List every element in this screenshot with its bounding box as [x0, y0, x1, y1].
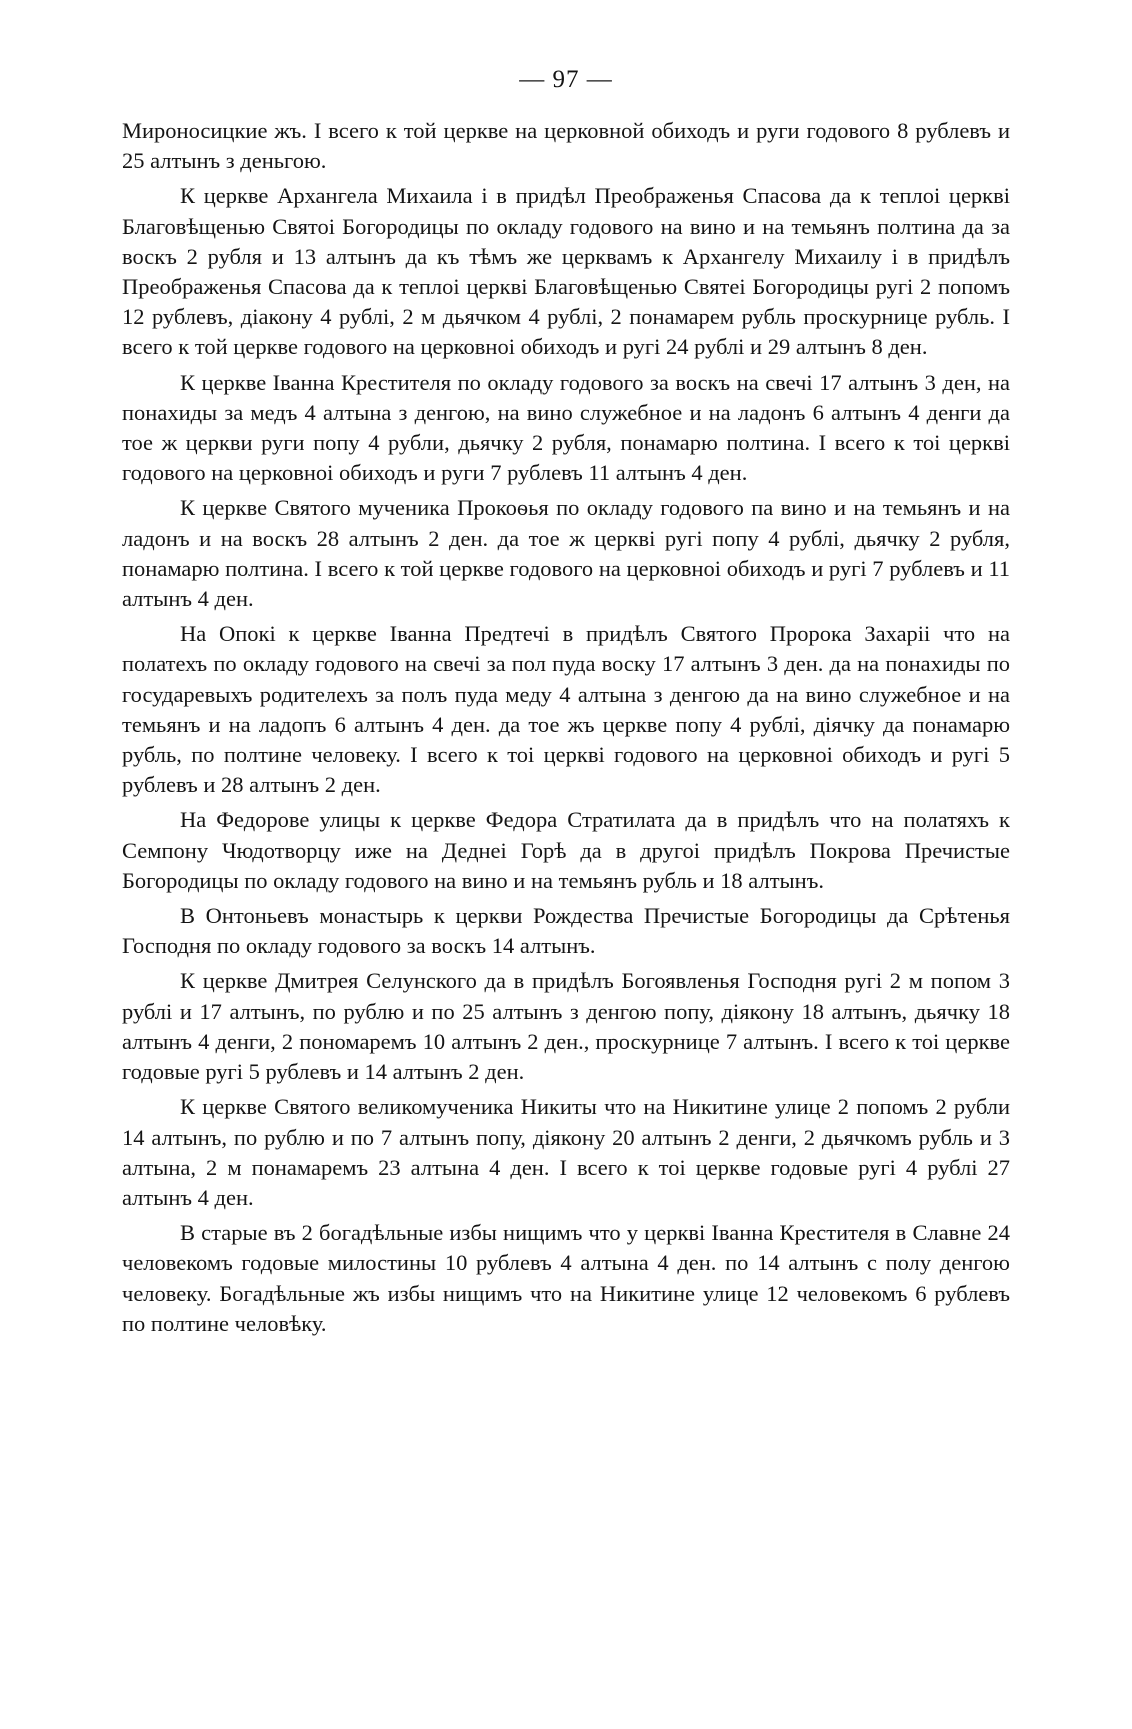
paragraph: В старые въ 2 богадѣльные избы нищимъ что у церкві Іванна Крестителя в Славне 24 человекомъ годовые милостины 10 рублевъ 4 алтына 4 ден. по 14 алтынъ с полу денгою человеку. Богадѣльные жъ избы нищимъ что на Никитине улице 12 человекомъ 6 рублевъ по полтине человѣку. — [122, 1220, 1010, 1336]
paragraph: На Федорове улицы к церкве Федора Стратилата да в придѣлъ что на полатяхъ к Семпону Чюдотворцу иже на Деднеі Горѣ да в другоі придѣлъ Покрова Пречистые Богородицы по окладу годового на вино и на темьянъ рубль и 18 алтынъ. — [122, 807, 1010, 893]
paragraph: Мироносицкие жъ. I всего к той церкве на церковной обиходъ и руги годового 8 рублевъ и 25 алтынъ з деньгою. — [122, 118, 1010, 174]
paragraph: К церкве Святого великомученика Никиты что на Никитине улице 2 попомъ 2 рубли 14 алтынъ, по рублю и по 7 алтынъ попу, діякону 20 алтынъ 2 денги, 2 дьячкомъ рубль и 3 алтына, 2 м понамаремъ 23 алтына 4 ден. I всего к тоі церкве годовые ругі 4 рублі 27 алтынъ 4 ден. — [122, 1094, 1010, 1210]
paragraph: К церкве Дмитрея Селунского да в придѣлъ Богоявленья Господня ругі 2 м попом 3 рублі и 17 алтынъ, по рублю и по 25 алтынъ з денгою попу, діякону 18 алтынъ, дьячку 18 алтынъ 4 денги, 2 пономаремъ 10 алтынъ 2 ден., проскурнице 7 алтынъ. I всего к тоі церкве годовые ругі 5 рублевъ и 14 алтынъ 2 ден. — [122, 968, 1010, 1085]
paragraph: На Опокі к церкве Іванна Предтечі в придѣлъ Святого Пророка Захарiі что на полатехъ по окладу годового на свечі за пол пуда воску 17 алтынъ 3 ден. да на понахиды по государевыхъ родителехъ за полъ пуда меду 4 алтына з денгою да на вино служебное и на темьянъ и на ладопъ 6 алтынъ 4 ден. да тое жъ церкве попу 4 рублі, діячку да понамарю рубль, по полтине человеку. I всего к тоі церкві годового на церковноі обиходъ и ругі 5 рублевъ и 28 алтынъ 2 ден. — [122, 621, 1010, 798]
paragraph: В Онтоньевъ монастырь к церкви Рождества Пречистые Богородицы да Срѣтенья Господня по окладу годового за воскъ 14 алтынъ. — [122, 903, 1010, 959]
paragraph: К церкве Святого мученика Прокоѳья по окладу годового па вино и на темьянъ и на ладонъ и на воскъ 28 алтынъ 2 ден. да тое ж церкві ругі попу 4 рублі, дьячку 2 рубля, понамарю полтина. I всего к той церкве годового на церковноі обиходъ и ругі 7 рублевъ и 11 алтынъ 4 ден. — [122, 495, 1010, 612]
paragraph: К церкве Іванна Крестителя по окладу годового за воскъ на свечі 17 алтынъ 3 ден, на понахиды за медъ 4 алтына з денгою, на вино служебное и на ладонъ 6 алтынъ 4 денги да тое ж церкви руги попу 4 рубли, дьячку 2 рубля, понамарю полтина. I всего к тоі церкві годового на церковноі обиходъ и руги 7 рублевъ 11 алтынъ 4 ден. — [122, 369, 1010, 486]
body-text — [122, 116, 1010, 1339]
paragraph: К церкве Архангела Михаила і в придѣл Преображенья Спасова да к теплоі церкві Благовѣщенью Святоі Богородицы по окладу годового на вино и на темьянъ полтина да за воскъ 2 рубля и 13 алтынъ да къ тѣмъ же церквамъ к Архангелу Михаилу і в придѣлъ Преображенья Спасова да к теплоі церкві Благовѣщенью Святеі Богородицы ругі 2 попомъ 12 рублевъ, діакону 4 рублі, 2 м дьячком 4 рублі, 2 понамарем рубль проскурнице рубль. I всего к той церкве годового на церковноі обиходъ и ругі 24 рублі и 29 алтынъ 8 ден. — [122, 183, 1010, 360]
page-number: — 97 — — [519, 66, 613, 93]
